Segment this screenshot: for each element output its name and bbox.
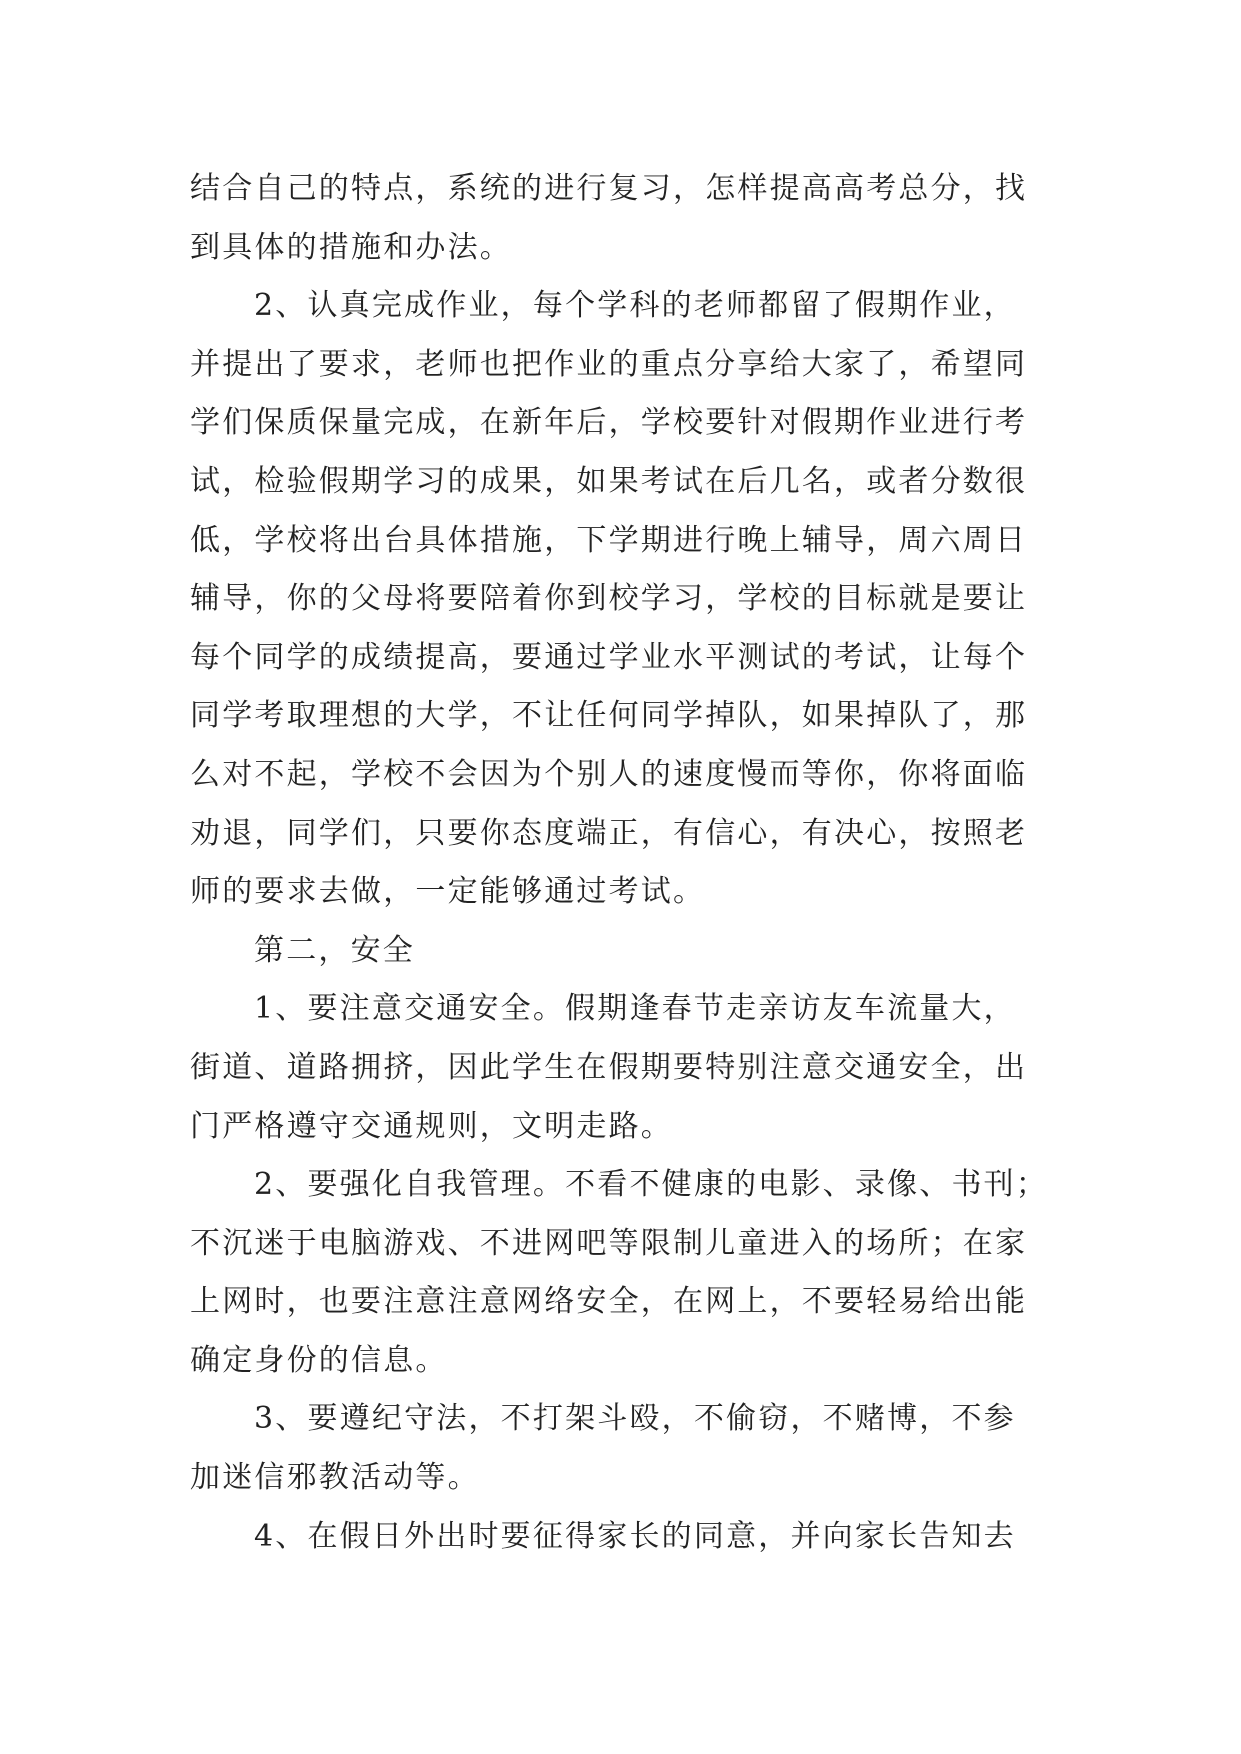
- text-line: 师的要求去做，一定能够通过考试。: [190, 874, 706, 910]
- text-line: 上网时，也要注意注意网络安全，在网上，不要轻易给出能: [190, 1284, 1028, 1320]
- text-line: 辅导，你的父母将要陪着你到校学习，学校的目标就是要让: [190, 581, 1028, 617]
- text-line: 同学考取理想的大学，不让任何同学掉队，如果掉队了，那: [190, 698, 1028, 734]
- text-line: 试，检验假期学习的成果，如果考试在后几名，或者分数很: [190, 463, 1028, 499]
- text-line: 低，学校将出台具体措施，下学期进行晚上辅导，周六周日: [190, 522, 1028, 558]
- text-line: 门严格遵守交通规则，文明走路。: [190, 1108, 673, 1144]
- paragraph-start-line: 2、认真完成作业，每个学科的老师都留了假期作业，: [254, 288, 1016, 324]
- text-line: 确定身份的信息。: [190, 1342, 448, 1378]
- paragraph-start-line: 3、要遵纪守法，不打架斗殴，不偷窃，不赌博，不参: [254, 1401, 1016, 1437]
- section-heading: 第二，安全: [254, 932, 415, 968]
- paragraph-start-line: 2、要强化自我管理。不看不健康的电影、录像、书刊；: [254, 1167, 1049, 1203]
- text-line: 并提出了要求，老师也把作业的重点分享给大家了，希望同: [190, 346, 1028, 382]
- text-line: 么对不起，学校不会因为个别人的速度慢而等你，你将面临: [190, 756, 1028, 792]
- paragraph-start-line: 1、要注意交通安全。假期逢春节走亲访友车流量大，: [254, 991, 1016, 1027]
- text-line: 劝退，同学们，只要你态度端正，有信心，有决心，按照老: [190, 815, 1028, 851]
- text-line: 不沉迷于电脑游戏、不进网吧等限制儿童进入的场所；在家: [190, 1225, 1028, 1261]
- text-line: 结合自己的特点，系统的进行复习，怎样提高高考总分，找: [190, 171, 1028, 206]
- text-line: 学们保质保量完成，在新年后，学校要针对假期作业进行考: [190, 405, 1028, 441]
- text-line: 街道、道路拥挤，因此学生在假期要特别注意交通安全，出: [190, 1049, 1028, 1085]
- text-line: 加迷信邪教活动等。: [190, 1460, 480, 1496]
- paragraph-start-line: 4、在假日外出时要征得家长的同意，并向家长告知去: [254, 1518, 1016, 1554]
- text-line: 每个同学的成绩提高，要通过学业水平测试的考试，让每个: [190, 639, 1028, 675]
- text-line: 到具体的措施和办法。: [190, 229, 512, 265]
- document-body: [190, 160, 1070, 1566]
